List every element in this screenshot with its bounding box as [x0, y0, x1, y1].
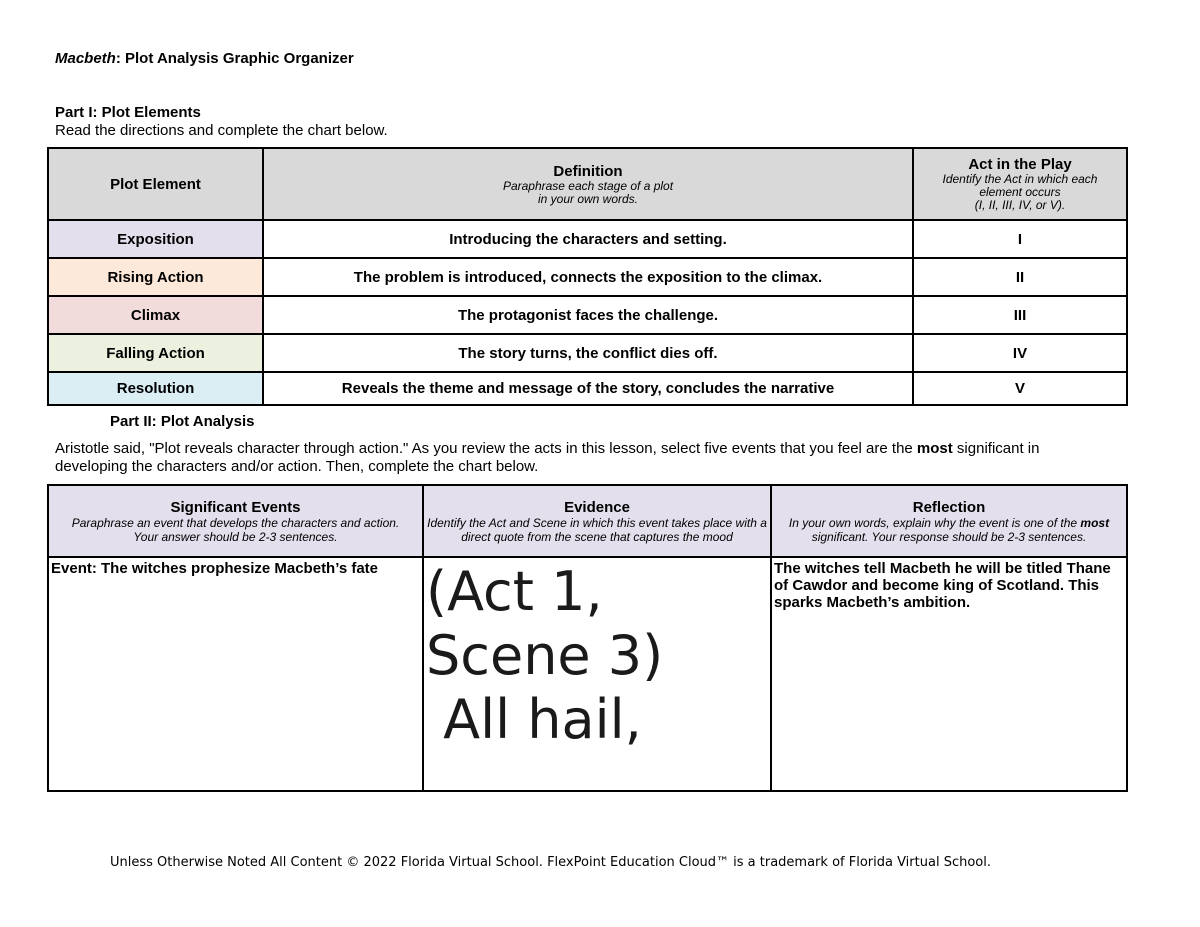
evidence-cell[interactable]: (Act 1, Scene 3) All hail, — [423, 557, 771, 791]
table-row — [48, 334, 1127, 372]
table-header-row — [48, 148, 1127, 220]
part2-directions: Aristotle said, "Plot reveals character through action." As you review the acts in this lesson, select five events that you feel are the most significant in developing the characters and/or action. Then, complete the chart below. — [55, 440, 1040, 475]
footer-copyright: Unless Otherwise Noted All Content © 2022 Florida Virtual School. FlexPoint Education Cloud™ is a trademark of Florida Virtual School. — [110, 855, 991, 870]
plot-element-cell: Rising Action — [48, 258, 263, 296]
act-instructions-1: Identify the Act in which each — [942, 172, 1098, 186]
header-act: Act in the Play Identify the Act in which each element occurs (I, II, III, IV, or V). — [913, 148, 1127, 220]
plot-element-cell: Resolution — [48, 372, 263, 405]
header-reflection: Reflection In your own words, explain why the event is one of the most significant. Your response should be 2-3 sentences. — [771, 485, 1127, 557]
act-cell: IV — [913, 334, 1127, 372]
table-header-row — [48, 485, 1127, 557]
reflection-cell[interactable]: The witches tell Macbeth he will be titled Thane of Cawdor and become king of Scotland. This sparks Macbeth’s ambition. — [771, 557, 1127, 791]
plot-elements-table — [47, 147, 1128, 406]
table-row — [48, 220, 1127, 258]
part2-heading: Part II: Plot Analysis — [110, 413, 255, 430]
table-row — [48, 296, 1127, 334]
events-instructions-2: Your answer should be 2-3 sentences. — [133, 529, 338, 544]
definition-cell: The story turns, the conflict dies off. — [263, 334, 913, 372]
act-instructions-2: element occurs — [979, 185, 1061, 199]
table-row — [48, 258, 1127, 296]
event-cell[interactable]: Event: The witches prophesize Macbeth’s fate — [48, 557, 423, 791]
definition-instructions-1: Paraphrase each stage of a plot — [502, 178, 674, 193]
table-row — [48, 372, 1127, 405]
table-row — [48, 557, 1127, 791]
act-cell: II — [913, 258, 1127, 296]
definition-cell: Introducing the characters and setting. — [263, 220, 913, 258]
act-cell: III — [913, 296, 1127, 334]
plot-analysis-table — [47, 484, 1128, 792]
title-italic: Macbeth — [55, 50, 116, 67]
reflection-instructions: In your own words, explain why the event is one of the most significant. Your response should be 2-3 sentences. — [788, 515, 1110, 544]
act-cell: V — [913, 372, 1127, 405]
definition-cell: The protagonist faces the challenge. — [263, 296, 913, 334]
act-instructions-3: (I, II, III, IV, or V). — [974, 198, 1066, 212]
plot-element-cell: Exposition — [48, 220, 263, 258]
evidence-instructions: Identify the Act and Scene in which this event takes place with a direct quote from the scene that captures the mood — [427, 515, 767, 544]
header-definition: Definition Paraphrase each stage of a plot in your own words. — [263, 148, 913, 220]
part1-directions: Read the directions and complete the chart below. — [55, 122, 388, 139]
header-significant-events: Significant Events Paraphrase an event that develops the characters and action. Your answer should be 2-3 sentences. — [48, 485, 423, 557]
header-plot-element: Plot Element — [48, 148, 263, 220]
part1-heading: Part I: Plot Elements — [55, 104, 201, 121]
definition-cell: The problem is introduced, connects the exposition to the climax. — [263, 258, 913, 296]
title-rest: : Plot Analysis Graphic Organizer — [115, 50, 354, 67]
act-cell: I — [913, 220, 1127, 258]
page-title — [55, 50, 354, 67]
definition-instructions-2: in your own words. — [537, 191, 639, 206]
plot-element-cell: Falling Action — [48, 334, 263, 372]
plot-element-cell: Climax — [48, 296, 263, 334]
events-instructions-1: Paraphrase an event that develops the characters and action. — [71, 515, 400, 530]
definition-cell: Reveals the theme and message of the story, concludes the narrative — [263, 372, 913, 405]
header-evidence: Evidence Identify the Act and Scene in which this event takes place with a direct quote from the scene that captures the mood — [423, 485, 771, 557]
